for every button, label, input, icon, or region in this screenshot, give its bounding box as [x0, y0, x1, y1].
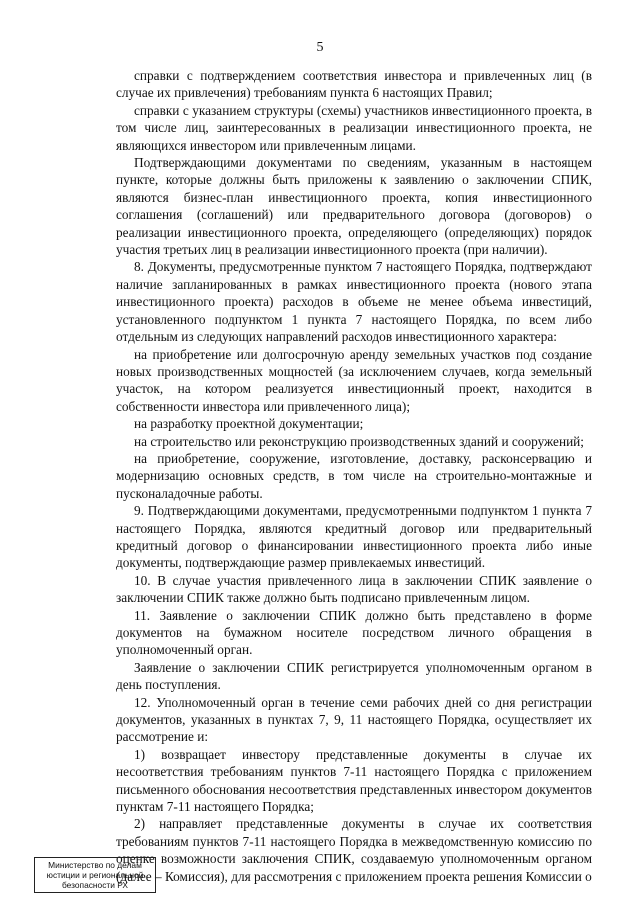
paragraph: на разработку проектной документации; — [134, 416, 364, 432]
paragraph: 2) направляет представленные документы в случае их соответствия требованиям пунктов 7-11 настоящего Порядка в межведомственную комиссию по оценке возможности заключения СПИК, создаваемую уполномоченным органом (далее – Комиссия), для рассмотрения с приложением проекта решения Комиссии о — [116, 816, 592, 884]
paragraph: на строительство или реконструкцию производственных зданий и сооружений; — [134, 433, 584, 449]
paragraph: справки с указанием структуры (схемы) участников инвестиционного проекта, в том числе лиц, заинтересованных в реализации инвестиционного проекта, не являющихся инвестором или привлеченным лицами. — [116, 102, 592, 153]
paragraph: справки с подтверждением соответствия инвестора и привлеченных лиц (в случае их привлечения) требованиям пункта 6 настоящих Правил; — [116, 68, 592, 101]
stamp-line: Министерство по делам — [48, 860, 142, 870]
ministry-stamp — [34, 857, 156, 893]
paragraph: Подтверждающими документами по сведениям, указанным в настоящем пункте, которые должны быть приложены к заявлению о заключении СПИК, являются бизнес-план инвестиционного проекта, копия инвестиционного соглашения (соглашений) или предварительного договора (договоров) о реализации инвестиционного проекта, определяющего (определяющих) порядок участия третьих лиц в реализации инвестиционного проекта (при наличии). — [116, 155, 592, 258]
document-body — [116, 67, 592, 885]
paragraph: на приобретение или долгосрочную аренду земельных участков под создание новых производственных мощностей (за исключением случаев, когда земельный участок, на котором реализуется инвестиционный проект, находится в собственности инвестора или привлеченного лица); — [116, 346, 592, 414]
paragraph: 8. Документы, предусмотренные пунктом 7 настоящего Порядка, подтверждают наличие запланированных в рамках инвестиционного проекта (нового этапа инвестиционного проекта) расходов в объеме не менее объема инвестиций, установленного подпунктом 1 пункта 7 настоящего Порядка, по всем либо отдельным из следующих направлений расходов инвестиционного характера: — [116, 259, 592, 345]
stamp-line: юстиции и региональной — [46, 870, 144, 880]
paragraph: 12. Уполномоченный орган в течение семи рабочих дней со дня регистрации документов, указанных в пунктах 7, 9, 11 настоящего Порядка, осуществляет их рассмотрение и: — [116, 694, 592, 745]
paragraph: 1) возвращает инвестору представленные документы в случае их несоответствия требованиям пунктов 7-11 настоящего Порядка с приложением письменного обоснования несоответствия представленных инвестором документов пунктам 7-11 настоящего Порядка; — [116, 746, 592, 815]
stamp-line: безопасности РХ — [61, 880, 129, 890]
paragraph: 10. В случае участия привлеченного лица в заключении СПИК заявление о заключении СПИК также должно быть подписано привлеченным лицом. — [116, 572, 592, 606]
paragraph: Заявление о заключении СПИК регистрируется уполномоченным органом в день поступления. — [116, 659, 592, 693]
paragraph: на приобретение, сооружение, изготовление, доставку, расконсервацию и модернизацию основных средств, в том числе на строительно-монтажные и пусконаладочные работы. — [116, 450, 592, 501]
paragraph: 11. Заявление о заключении СПИК должно быть представлено в форме документов на бумажном носителе посредством личного обращения в уполномоченный орган. — [116, 607, 592, 658]
paragraph: 9. Подтверждающими документами, предусмотренными подпунктом 1 пункта 7 настоящего Порядка, являются кредитный договор или предварительный кредитный договор о финансировании инвестиционного проекта либо иные документы, подтверждающие размер привлекаемых инвестиций. — [116, 503, 592, 571]
page-number: 5 — [316, 40, 324, 55]
